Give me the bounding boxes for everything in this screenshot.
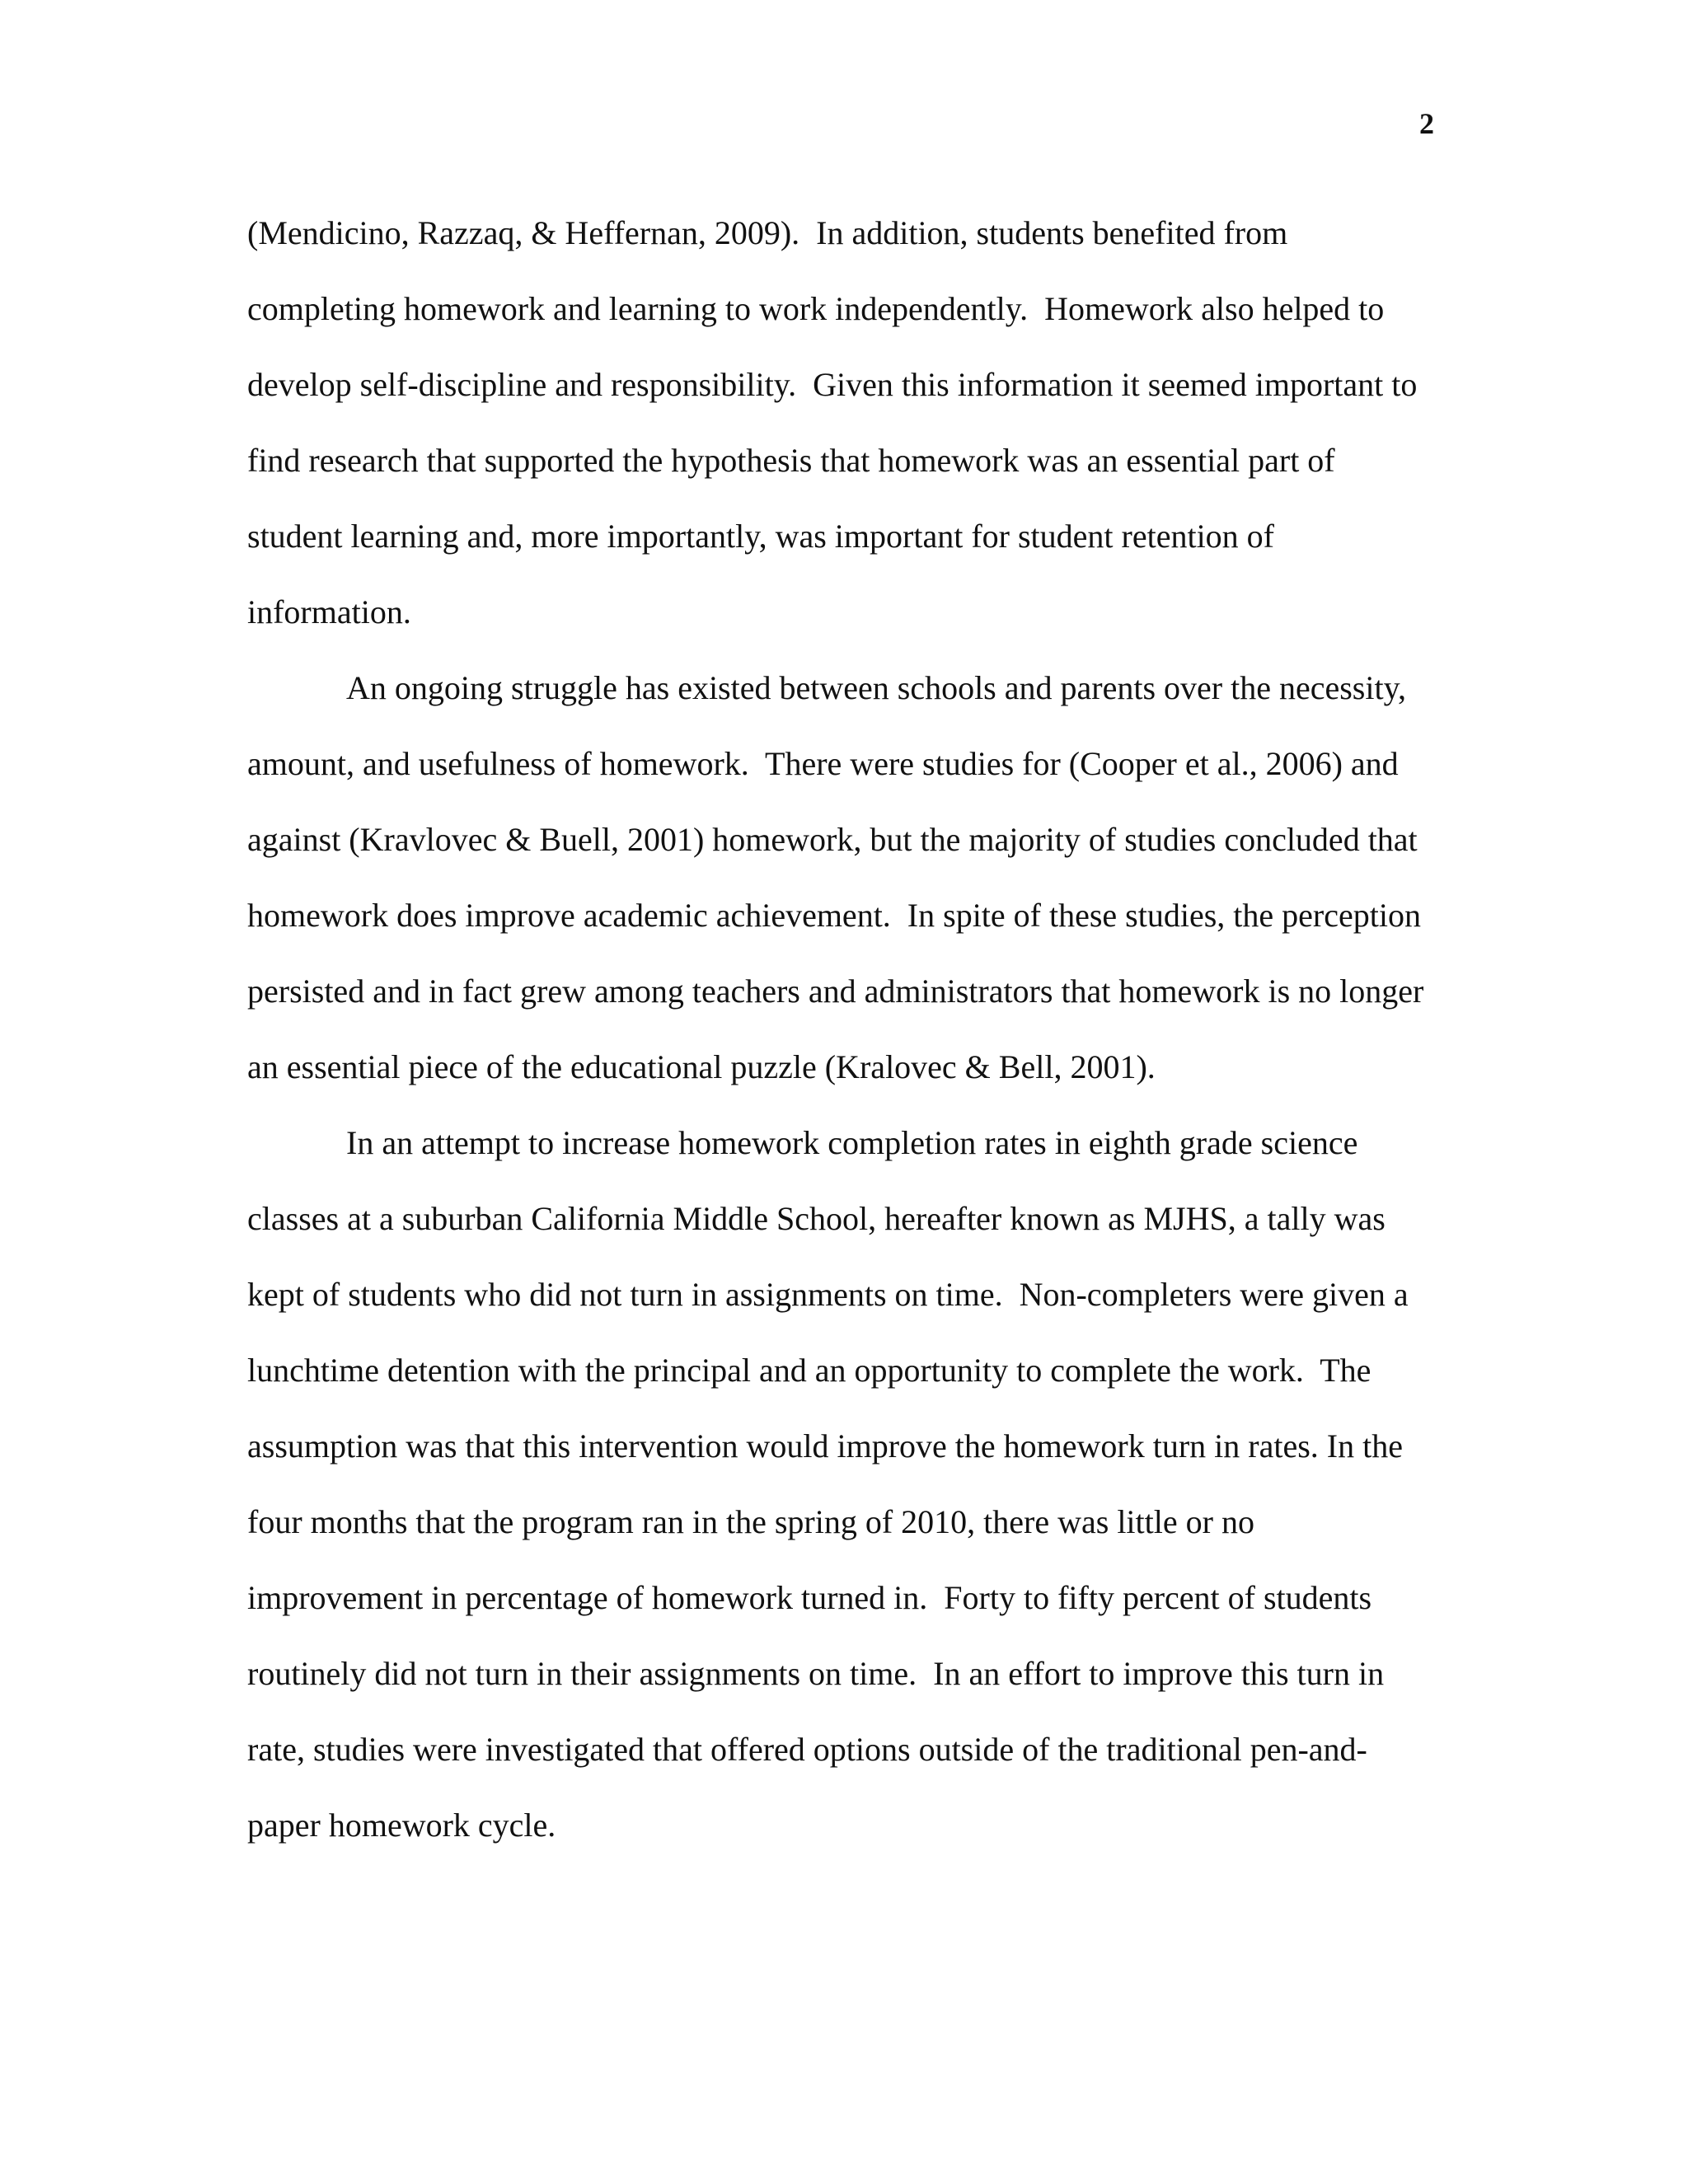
- page-number: 2: [1419, 107, 1434, 140]
- text-line: student learning and, more importantly, was important for student retention of: [247, 518, 1274, 555]
- text-line: find research that supported the hypothesis that homework was an essential part of: [247, 442, 1335, 479]
- text-line: assumption was that this intervention would improve the homework turn in rates. In the: [247, 1427, 1403, 1465]
- text-line: completing homework and learning to work independently. Homework also helped to: [247, 290, 1385, 327]
- text-line: rate, studies were investigated that offered options outside of the traditional pen-and-: [247, 1731, 1367, 1768]
- text-line: paper homework cycle.: [247, 1807, 556, 1844]
- text-line: information.: [247, 593, 411, 630]
- text-line: lunchtime detention with the principal and an opportunity to complete the work. The: [247, 1352, 1372, 1389]
- text-line: classes at a suburban California Middle School, hereafter known as MJHS, a tally was: [247, 1200, 1386, 1237]
- text-line: an essential piece of the educational puzzle (Kralovec & Bell, 2001).: [247, 1048, 1156, 1085]
- text-line: An ongoing struggle has existed between schools and parents over the necessity,: [346, 669, 1406, 706]
- paragraph-2: [247, 650, 1442, 1105]
- paragraph-1: [247, 195, 1442, 650]
- paragraph-3: [247, 1105, 1442, 1863]
- text-line: develop self-discipline and responsibility. Given this information it seemed important to: [247, 366, 1418, 403]
- text-line: improvement in percentage of homework turned in. Forty to fifty percent of students: [247, 1579, 1372, 1616]
- text-line: (Mendicino, Razzaq, & Heffernan, 2009). In addition, students benefited from: [247, 214, 1288, 251]
- body-text: [247, 195, 1442, 1863]
- text-line: routinely did not turn in their assignments on time. In an effort to improve this turn in: [247, 1655, 1385, 1692]
- text-line: against (Kravlovec & Buell, 2001) homework, but the majority of studies concluded that: [247, 821, 1418, 858]
- text-line: four months that the program ran in the spring of 2010, there was little or no: [247, 1503, 1254, 1540]
- text-line: homework does improve academic achievement. In spite of these studies, the perception: [247, 897, 1421, 934]
- text-line: In an attempt to increase homework completion rates in eighth grade science: [346, 1124, 1358, 1161]
- text-line: kept of students who did not turn in assignments on time. Non-completers were given a: [247, 1276, 1409, 1313]
- text-line: persisted and in fact grew among teachers and administrators that homework is no longer: [247, 972, 1424, 1010]
- text-line: amount, and usefulness of homework. There were studies for (Cooper et al., 2006) and: [247, 745, 1399, 782]
